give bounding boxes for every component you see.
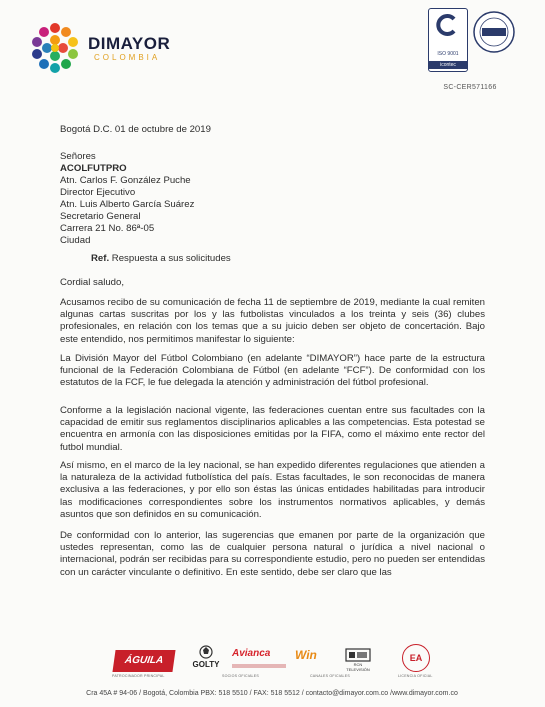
- socios-caption: SOCIOS OFICIALES: [222, 674, 259, 678]
- rcn-text: RCN TELEVISIÓN: [346, 662, 370, 672]
- licencia-caption: LICENCIA OFICIAL: [398, 674, 433, 678]
- aguila-logo: ÁGUILA: [112, 650, 175, 672]
- avianca-stripe: [232, 664, 286, 668]
- letter-date: Bogotá D.C. 01 de octubre de 2019: [60, 124, 211, 135]
- paragraph-3: Conforme a la legislación nacional vigente, las federaciones cuentan entre sus facultades con la capacidad de emitir sus reglamentos disciplinarios aplicables a las competencias. Esta potestad se encuentra en armonía con las disposiciones emitidas por la FIFA, como el máximo ente rector del futbol mundial.: [60, 405, 485, 453]
- sponsor-strip: [110, 640, 450, 685]
- address-line-1: Atn. Carlos F. González Puche: [60, 175, 191, 186]
- rcn-icon: [342, 648, 374, 662]
- golty-text: GOLTY: [192, 660, 220, 669]
- aguila-caption: PATROCINADOR PRINCIPAL: [112, 674, 165, 678]
- address-line-4: Secretario General: [60, 211, 141, 222]
- dimayor-hexagon-icon: [28, 20, 82, 74]
- brand-name: DIMAYOR: [88, 34, 171, 53]
- address-line-6: Ciudad: [60, 235, 91, 246]
- brand-subtitle: COLOMBIA: [94, 53, 161, 62]
- paragraph-1: Acusamos recibo de su comunicación de fecha 11 de septiembre de 2019, mediante la cual remiten algunas cartas suscritas por los y las futbolistas vinculados a los treinta y seis (36) clubes profesionales, en relación con los temas que a su juicio deben ser objeto de concertación. Bajo este entendido, nos permitimos manifestar lo siguiente:: [60, 297, 485, 345]
- iso-label: ISO 9001: [437, 51, 459, 57]
- win-logo: Win: [295, 648, 317, 662]
- icontec-icon: [435, 13, 459, 37]
- reference-text: Respuesta a sus solicitudes: [111, 253, 231, 264]
- salutation-to: Señores: [60, 151, 96, 162]
- ea-logo: EA: [402, 644, 430, 672]
- recipient-name: ACOLFUTPRO: [60, 163, 127, 174]
- footer-contact: Cra 45A # 94-06 / Bogotá, Colombia PBX: 518 5510 / FAX: 518 5512 / contacto@dimayor.com.co /www.dimayor.com.co: [86, 690, 458, 697]
- address-line-2: Director Ejecutivo: [60, 187, 136, 198]
- paragraph-4: Así mismo, en el marco de la ley nacional, se han expedido diferentes regulaciones que atienden a la naturaleza de la actividad futbolística del país. Estas facultades, le son reconocidas de manera exclusiva a las federaciones, y por ello son éstas las únicas entidades habilitadas para introducir las modificaciones correspondientes sobre los instrumentos normativos aplicables, y demás asuntos que son definidos en su comunicación.: [60, 460, 485, 520]
- paragraph-5: De conformidad con lo anterior, las sugerencias que emanen por parte de la organización que ustedes representan, como las de cualquier persona natural o jurídica a nivel nacional o internacional, podrán ser recibidas para su correspondiente estudio, pero no pueden ser entendidas con un carácter vinculante o definitivo. En este sentido, debe ser claro que las: [60, 530, 485, 578]
- canales-caption: CANALES OFICIALES: [310, 674, 350, 678]
- address-line-5: Carrera 21 No. 86ª-05: [60, 223, 155, 234]
- reference-label: Ref.: [91, 253, 110, 264]
- address-line-3: Atn. Luis Alberto García Suárez: [60, 199, 195, 210]
- dimayor-logo: [22, 14, 192, 74]
- avianca-logo: Avianca: [232, 648, 271, 659]
- icontec-label: icontec: [429, 61, 467, 69]
- reference-line: [91, 253, 231, 265]
- golty-ball-icon: [190, 644, 222, 660]
- certification-badges: [420, 8, 520, 98]
- icontec-badge: [428, 8, 468, 72]
- rcn-logo: [342, 648, 374, 672]
- golty-logo: [190, 644, 222, 674]
- certificate-code: SC-CER571166: [443, 84, 497, 91]
- paragraph-2: La División Mayor del Fútbol Colombiano (en adelante “DIMAYOR”) hace parte de la estructura funcional de la Federación Colombiana de Fútbol (en adelante “FCF”). De conformidad con los estatutos de la FCF, le fue delegada la atención y administración del fútbol profesional.: [60, 353, 485, 389]
- iqnet-seal-icon: [472, 10, 516, 54]
- greeting: Cordial saludo,: [60, 277, 124, 288]
